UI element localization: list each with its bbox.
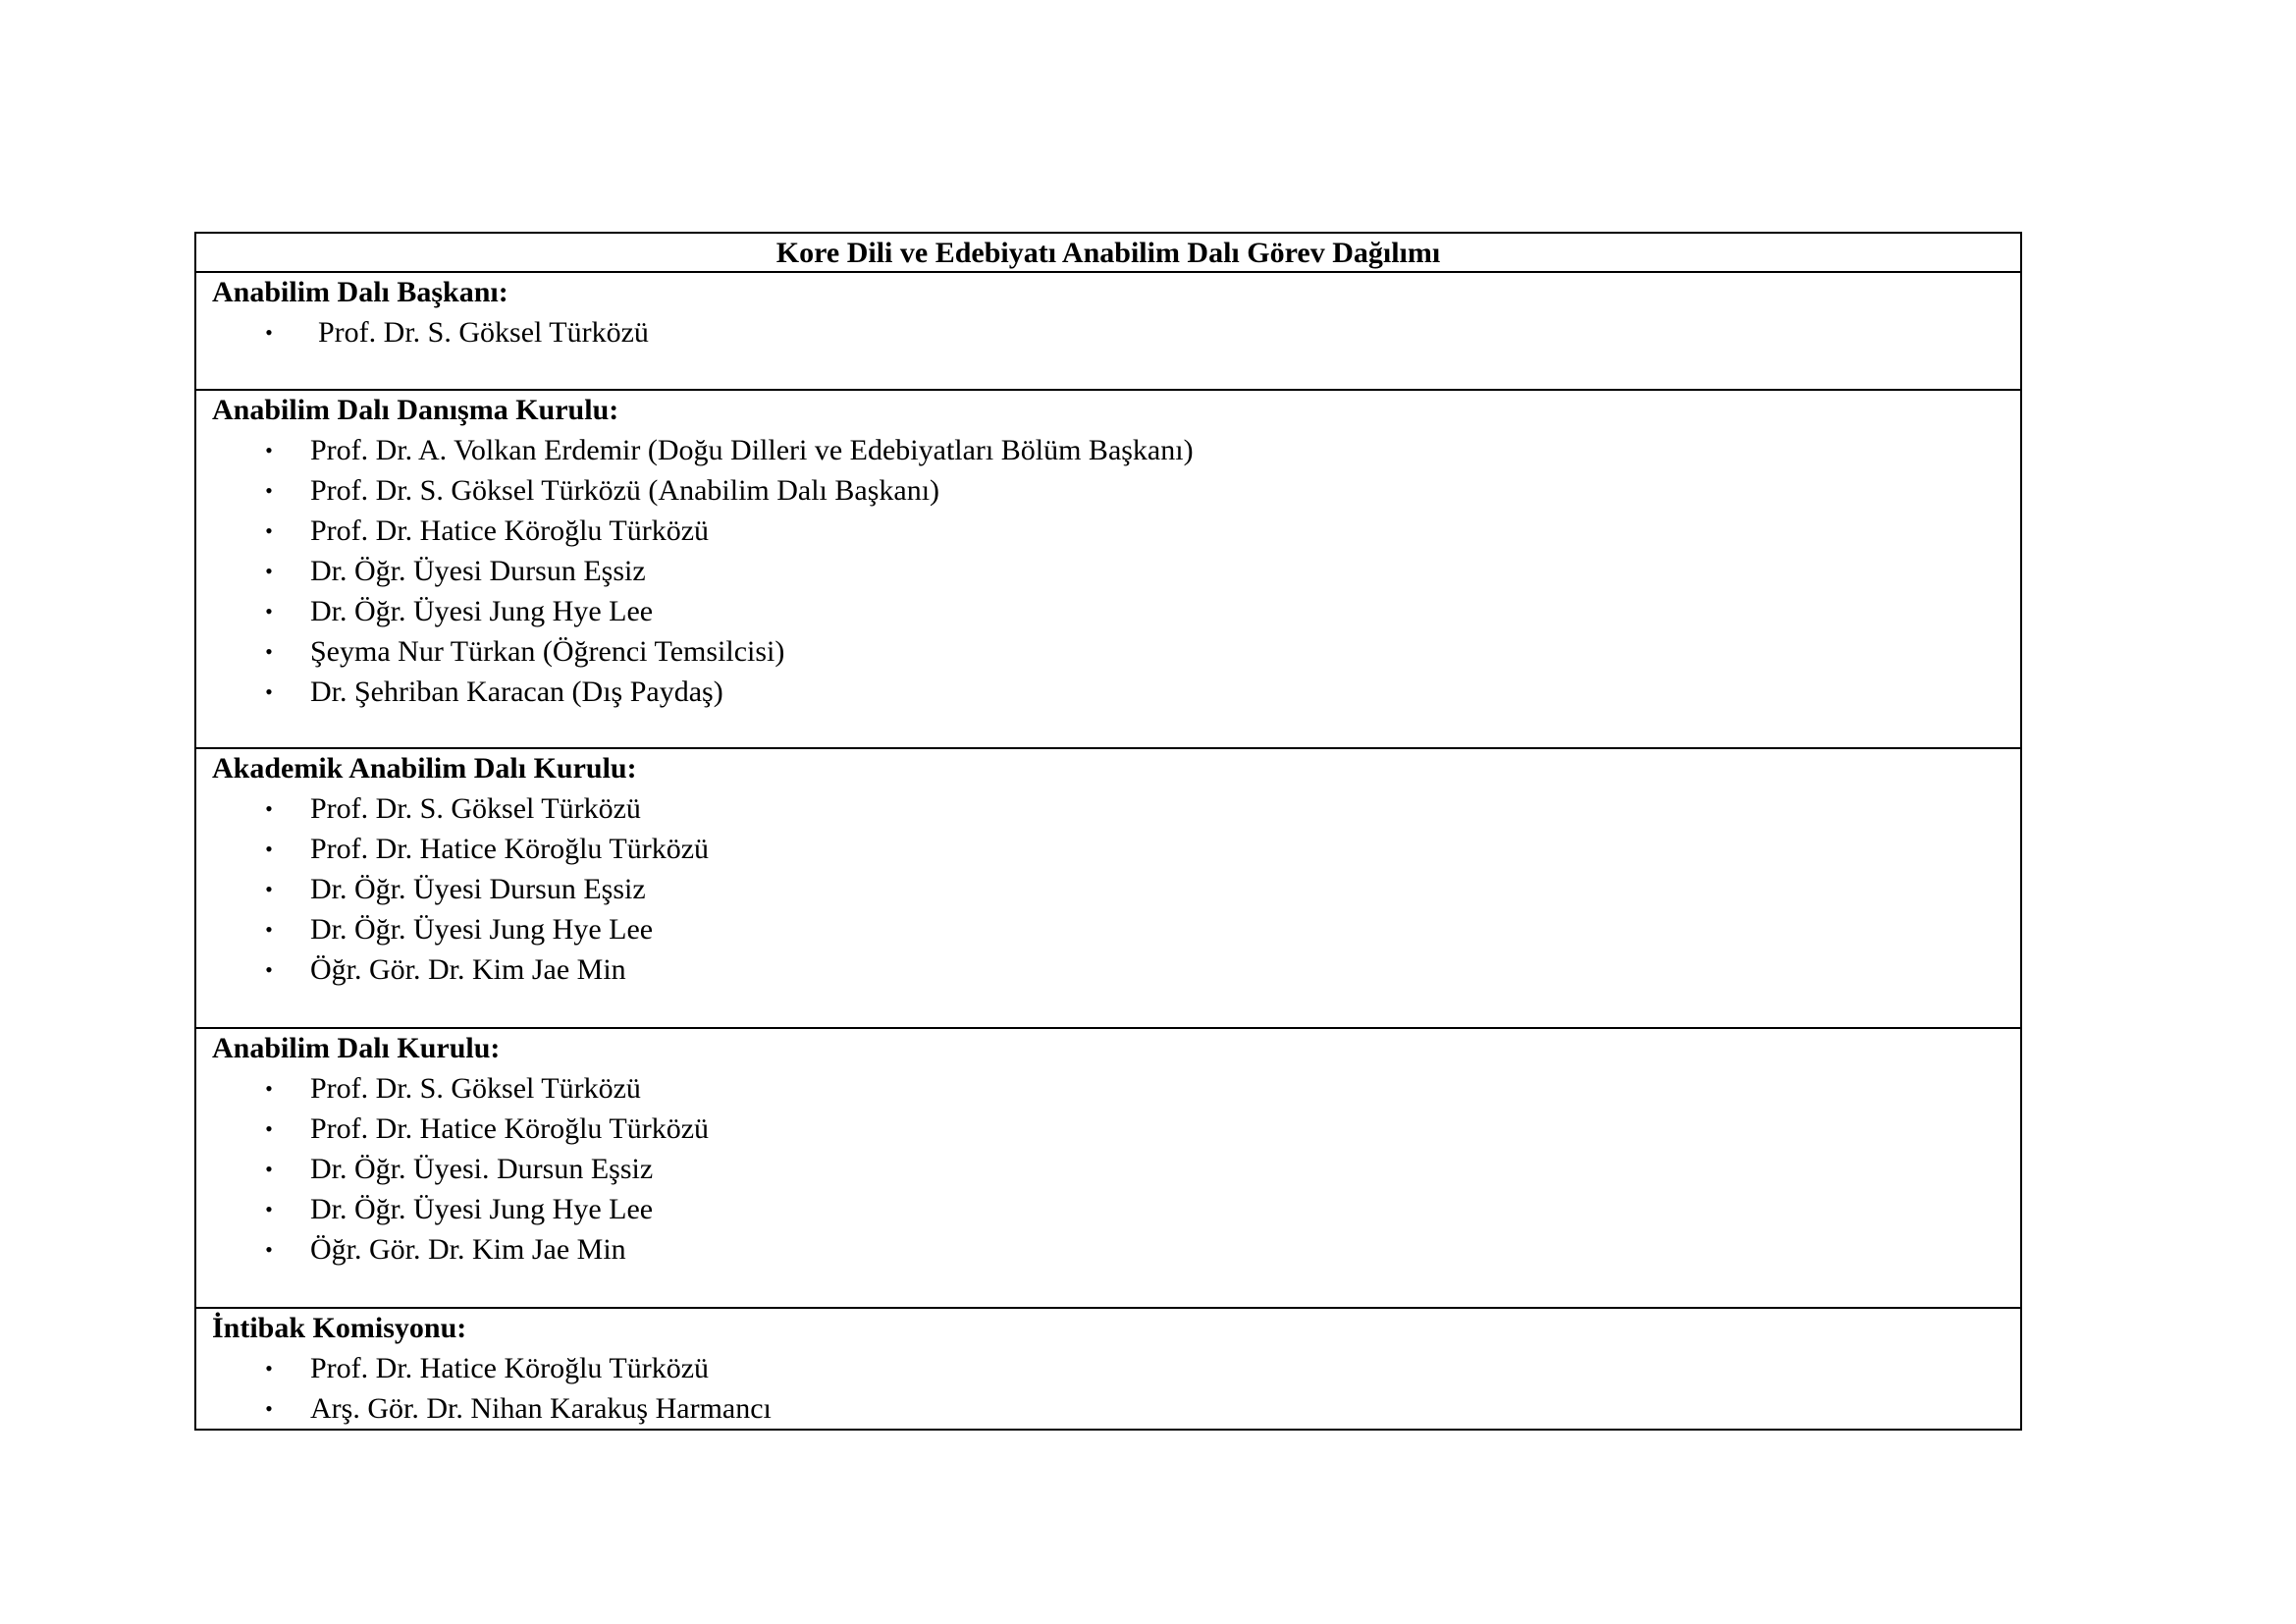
list-item (212, 788, 2004, 829)
bullet-icon: • (265, 1237, 273, 1262)
list-item (212, 430, 2004, 470)
bullet-icon: • (265, 877, 273, 901)
bullet-icon: • (265, 1157, 273, 1181)
section-heading: Akademik Anabilim Dalı Kurulu: (212, 752, 637, 785)
section-heading: Anabilim Dalı Kurulu: (212, 1032, 501, 1064)
member-name: Öğr. Gör. Dr. Kim Jae Min (310, 953, 626, 986)
duty-distribution-table (194, 232, 2022, 1431)
bullet-icon: • (265, 1197, 273, 1221)
list-item (212, 1348, 2004, 1388)
bullet-icon: • (265, 679, 273, 704)
list-item (212, 511, 2004, 551)
list-item (212, 949, 2004, 990)
list-item (212, 312, 2004, 352)
list-item (212, 829, 2004, 869)
section-department-board (196, 1029, 2020, 1309)
bullet-icon: • (265, 1116, 273, 1141)
member-name: Prof. Dr. Hatice Köroğlu Türközü (310, 1112, 710, 1145)
list-item (212, 470, 2004, 511)
list-item (212, 591, 2004, 631)
section-academic-board (196, 749, 2020, 1029)
member-name: Dr. Öğr. Üyesi Jung Hye Lee (310, 1193, 654, 1225)
list-item (212, 1068, 2004, 1109)
bullet-icon: • (265, 518, 273, 543)
bullet-icon: • (265, 438, 273, 462)
member-name: Prof. Dr. S. Göksel Türközü (310, 792, 641, 825)
member-name: Öğr. Gör. Dr. Kim Jae Min (310, 1233, 626, 1266)
member-name: Dr. Öğr. Üyesi Jung Hye Lee (310, 595, 654, 627)
member-name: Dr. Öğr. Üyesi Dursun Eşsiz (310, 873, 646, 905)
member-name: Şeyma Nur Türkan (Öğrenci Temsilcisi) (310, 635, 785, 668)
bullet-icon: • (265, 917, 273, 942)
list-item (212, 551, 2004, 591)
member-name: Prof. Dr. A. Volkan Erdemir (Doğu Dilleri ve Edebiyatları Bölüm Başkanı) (310, 434, 1194, 466)
list-item (212, 1388, 2004, 1429)
member-list (212, 1348, 2004, 1429)
bullet-icon: • (265, 957, 273, 982)
member-name: Prof. Dr. Hatice Köroğlu Türközü (310, 1352, 710, 1384)
list-item (212, 1149, 2004, 1189)
member-name: Dr. Şehriban Karacan (Dış Paydaş) (310, 676, 723, 708)
member-name: Arş. Gör. Dr. Nihan Karakuş Harmancı (310, 1392, 772, 1425)
bullet-icon: • (265, 1396, 273, 1421)
member-list (212, 1068, 2004, 1270)
section-advisory-board (196, 391, 2020, 749)
member-name: Dr. Öğr. Üyesi Dursun Eşsiz (310, 555, 646, 587)
list-item (212, 1229, 2004, 1270)
member-list (212, 312, 2004, 352)
member-name: Prof. Dr. Hatice Köroğlu Türközü (310, 514, 710, 547)
section-heading: İntibak Komisyonu: (212, 1312, 467, 1344)
list-item (212, 672, 2004, 712)
bullet-icon: • (265, 599, 273, 623)
member-name: Prof. Dr. S. Göksel Türközü (Anabilim Dalı Başkanı) (310, 474, 940, 507)
member-name: Prof. Dr. S. Göksel Türközü (310, 1072, 641, 1105)
bullet-icon: • (265, 478, 273, 503)
member-name: Dr. Öğr. Üyesi Jung Hye Lee (310, 913, 654, 946)
section-department-head (196, 273, 2020, 391)
section-heading: Anabilim Dalı Başkanı: (212, 276, 508, 308)
member-name: Prof. Dr. S. Göksel Türközü (318, 316, 649, 349)
member-name: Prof. Dr. Hatice Köroğlu Türközü (310, 833, 710, 865)
list-item (212, 1189, 2004, 1229)
section-heading: Anabilim Dalı Danışma Kurulu: (212, 394, 619, 426)
bullet-icon: • (265, 1076, 273, 1101)
list-item (212, 869, 2004, 909)
member-list (212, 430, 2004, 712)
bullet-icon: • (265, 639, 273, 664)
table-title: Kore Dili ve Edebiyatı Anabilim Dalı Görev Dağılımı (196, 234, 2020, 273)
list-item (212, 909, 2004, 949)
bullet-icon: • (265, 837, 273, 861)
list-item (212, 1109, 2004, 1149)
member-name: Dr. Öğr. Üyesi. Dursun Eşsiz (310, 1153, 654, 1185)
bullet-icon: • (265, 559, 273, 583)
bullet-icon: • (265, 796, 273, 821)
bullet-icon: • (265, 1356, 273, 1380)
member-list (212, 788, 2004, 990)
list-item (212, 631, 2004, 672)
section-adaptation-commission (196, 1309, 2020, 1429)
bullet-icon: • (265, 320, 273, 345)
